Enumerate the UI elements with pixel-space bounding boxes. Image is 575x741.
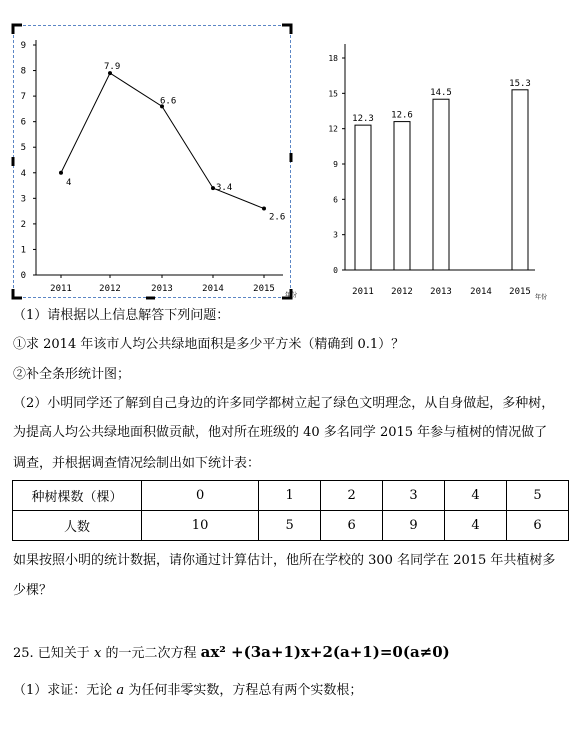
bar [433, 99, 449, 270]
y-tick-label: 1 [20, 245, 26, 256]
q25-p1-variable: a [116, 683, 125, 698]
table-cell: 2 [321, 481, 383, 511]
table-cell: 5 [506, 481, 568, 511]
y-tick-label: 9 [20, 41, 26, 51]
resize-handle-corner [282, 25, 291, 34]
table-cell: 0 [142, 481, 259, 511]
y-tick-label: 0 [333, 266, 338, 275]
table-cell: 4 [445, 511, 507, 541]
x-tick-label: 2014 [470, 287, 492, 297]
x-tick-label: 2015 [509, 287, 531, 297]
charts-canvas [0, 0, 575, 310]
question-2-line-4: 如果按照小明的统计数据，请你通过计算估计，他所在学校的 300 名同学在 2015 年共植树多 [13, 553, 556, 568]
x-unit-label: 年份 [535, 294, 548, 301]
planting-table [12, 480, 569, 541]
table-cell: 6 [321, 511, 383, 541]
y-tick-label: 7 [20, 92, 26, 103]
point-label: 3.4 [216, 183, 233, 194]
question-2-line-1: （2）小明同学还了解到自己身边的许多同学都树立起了绿色文明理念，从自身做起，多种树， [13, 396, 555, 411]
table-cell: 9 [383, 511, 445, 541]
x-tick-label: 2011 [50, 284, 72, 294]
question-1a: ①求 2014 年该市人均公共绿地面积是多少平方米（精确到 0.1）？ [13, 337, 405, 352]
q25-p1-prefix: （1）求证：无论 [13, 683, 113, 698]
q25-mid: 的一元二次方程 [105, 646, 197, 661]
q25-equation: ax² +(3a+1)x+2(a+1)=0(a≠0) [200, 643, 450, 661]
y-tick-label: 3 [20, 194, 26, 205]
x-unit-label: 年份 [285, 292, 298, 299]
bar [355, 125, 371, 270]
question-25 [13, 643, 450, 663]
point-label: 7.9 [104, 62, 121, 73]
line-point [59, 171, 63, 175]
question-25-part-1 [13, 682, 362, 700]
table-header-row [13, 481, 569, 511]
question-2-line-2: 为提高人均公共绿地面积做贡献，他对所在班级的 40 多名同学 2015 年参与植树的情况做了 [13, 425, 548, 440]
table-cell: 4 [445, 481, 507, 511]
line-series [61, 73, 264, 208]
x-tick-label: 2011 [352, 287, 374, 297]
y-tick-label: 9 [333, 160, 338, 169]
table-cell: 5 [259, 511, 321, 541]
q25-prefix: 25. 已知关于 [13, 646, 90, 661]
bar-chart [328, 44, 547, 301]
y-tick-label: 12 [328, 124, 338, 134]
x-tick-label: 2012 [391, 287, 413, 297]
bar-label: 12.3 [352, 114, 374, 125]
q25-p1-suffix: 为任何非零实数，方程总有两个实数根； [128, 683, 363, 698]
line-point [262, 207, 266, 211]
table-cell: 6 [506, 511, 568, 541]
bar-label: 12.6 [391, 110, 413, 121]
y-tick-label: 18 [328, 54, 338, 63]
y-tick-label: 8 [20, 66, 26, 77]
question-1b: ②补全条形统计图； [13, 367, 131, 382]
bar-label: 15.3 [509, 78, 531, 89]
y-tick-label: 0 [20, 271, 26, 281]
point-label: 4 [66, 177, 72, 188]
y-tick-label: 5 [20, 143, 26, 154]
x-tick-label: 2014 [202, 284, 224, 294]
bar-label: 14.5 [430, 88, 452, 99]
bar [512, 90, 528, 270]
y-tick-label: 2 [20, 219, 26, 230]
table-cell: 10 [142, 511, 259, 541]
x-tick-label: 2012 [99, 284, 121, 294]
y-tick-label: 4 [20, 168, 26, 179]
table-cell: 人数 [13, 511, 142, 541]
q25-variable: x [93, 646, 102, 661]
y-tick-label: 6 [20, 117, 26, 128]
x-tick-label: 2015 [253, 284, 275, 294]
table-cell: 1 [259, 481, 321, 511]
y-tick-label: 3 [333, 230, 338, 240]
point-label: 6.6 [160, 96, 177, 107]
line-point [211, 186, 215, 190]
x-tick-label: 2013 [151, 284, 173, 294]
question-1: （1）请根据以上信息解答下列问题： [13, 308, 230, 323]
table-cell: 3 [383, 481, 445, 511]
y-tick-label: 6 [333, 195, 338, 205]
bar [394, 122, 410, 270]
resize-handle-corner [13, 289, 22, 298]
resize-handle-corner [13, 25, 22, 34]
question-2-line-3: 调查，并根据调查情况绘制出如下统计表： [13, 456, 261, 471]
point-label: 2.6 [269, 212, 286, 223]
line-chart [21, 40, 297, 299]
table-row [13, 511, 569, 541]
x-tick-label: 2013 [430, 287, 452, 297]
question-2-line-5: 少棵？ [13, 583, 53, 598]
table-cell: 种树棵数（棵） [13, 481, 142, 511]
y-tick-label: 15 [328, 89, 338, 99]
